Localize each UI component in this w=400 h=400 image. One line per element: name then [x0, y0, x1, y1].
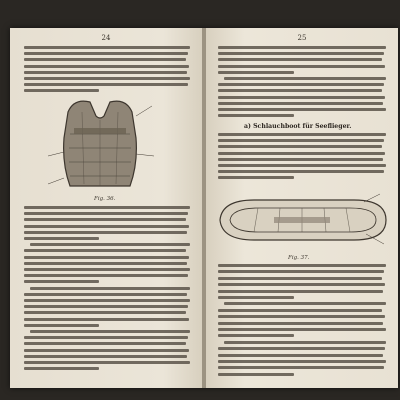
text-line — [24, 293, 187, 296]
text-line — [24, 268, 190, 271]
text-line — [218, 366, 384, 369]
text-line — [224, 341, 386, 344]
text-line — [30, 243, 190, 246]
text-line — [24, 311, 186, 314]
text-line — [218, 58, 382, 61]
text-line — [24, 249, 186, 252]
text-line — [218, 96, 385, 99]
text-line — [218, 322, 383, 325]
text-line — [218, 46, 386, 49]
text-line — [218, 114, 294, 117]
text-line — [24, 342, 186, 345]
text-line — [30, 287, 190, 290]
text-line — [218, 277, 382, 280]
text-line — [218, 347, 385, 350]
left-figure-caption: Fig. 36. — [94, 196, 116, 202]
text-line — [218, 83, 384, 86]
text-line — [218, 354, 383, 357]
text-line — [218, 360, 386, 363]
text-line — [24, 83, 188, 86]
right-page — [206, 28, 398, 388]
text-line — [24, 256, 189, 259]
text-line — [24, 324, 99, 327]
text-line — [218, 373, 294, 376]
text-line — [24, 206, 190, 209]
right-figure-caption: Fig. 37. — [288, 255, 310, 261]
text-line — [24, 225, 189, 228]
text-line — [24, 318, 189, 321]
text-line — [218, 283, 385, 286]
text-line — [24, 52, 188, 55]
text-line — [224, 77, 386, 80]
text-line — [24, 71, 187, 74]
text-line — [218, 71, 294, 74]
text-line — [24, 305, 188, 308]
text-line — [24, 367, 99, 370]
text-line — [218, 334, 294, 337]
text-line — [218, 108, 386, 111]
book-spread — [10, 28, 398, 388]
text-line — [218, 158, 383, 161]
text-line — [24, 349, 189, 352]
section-heading: a) Schlauchboot für Seeflieger. — [244, 123, 352, 130]
text-line — [218, 176, 294, 179]
text-line — [24, 336, 188, 339]
right-page-number: 25 — [297, 34, 307, 42]
left-page — [10, 28, 202, 388]
text-line — [218, 152, 385, 155]
text-line — [24, 89, 99, 92]
text-line — [24, 237, 99, 240]
text-line — [24, 274, 188, 277]
text-line — [218, 315, 385, 318]
text-line — [218, 133, 386, 136]
inflatable-boat-illustration — [214, 190, 392, 252]
text-line — [218, 309, 382, 312]
text-line — [24, 65, 189, 68]
text-line — [218, 296, 294, 299]
text-line — [218, 89, 382, 92]
text-line — [218, 139, 384, 142]
text-line — [218, 170, 384, 173]
life-vest-illustration — [40, 94, 160, 192]
text-line — [24, 361, 190, 364]
text-line — [24, 46, 190, 49]
text-line — [218, 65, 385, 68]
text-line — [24, 355, 187, 358]
text-line — [24, 280, 99, 283]
text-line — [218, 164, 386, 167]
text-line — [24, 77, 190, 80]
text-line — [218, 102, 383, 105]
text-line — [218, 270, 384, 273]
left-page-number: 24 — [101, 34, 111, 42]
text-line — [218, 328, 386, 331]
text-line — [24, 262, 187, 265]
text-line — [224, 302, 386, 305]
text-line — [218, 264, 386, 267]
text-line — [24, 58, 186, 61]
text-line — [24, 212, 188, 215]
text-line — [218, 290, 383, 293]
text-line — [24, 218, 186, 221]
text-line — [30, 330, 190, 333]
text-line — [24, 231, 187, 234]
text-line — [24, 299, 190, 302]
text-line — [218, 145, 382, 148]
text-line — [218, 52, 384, 55]
